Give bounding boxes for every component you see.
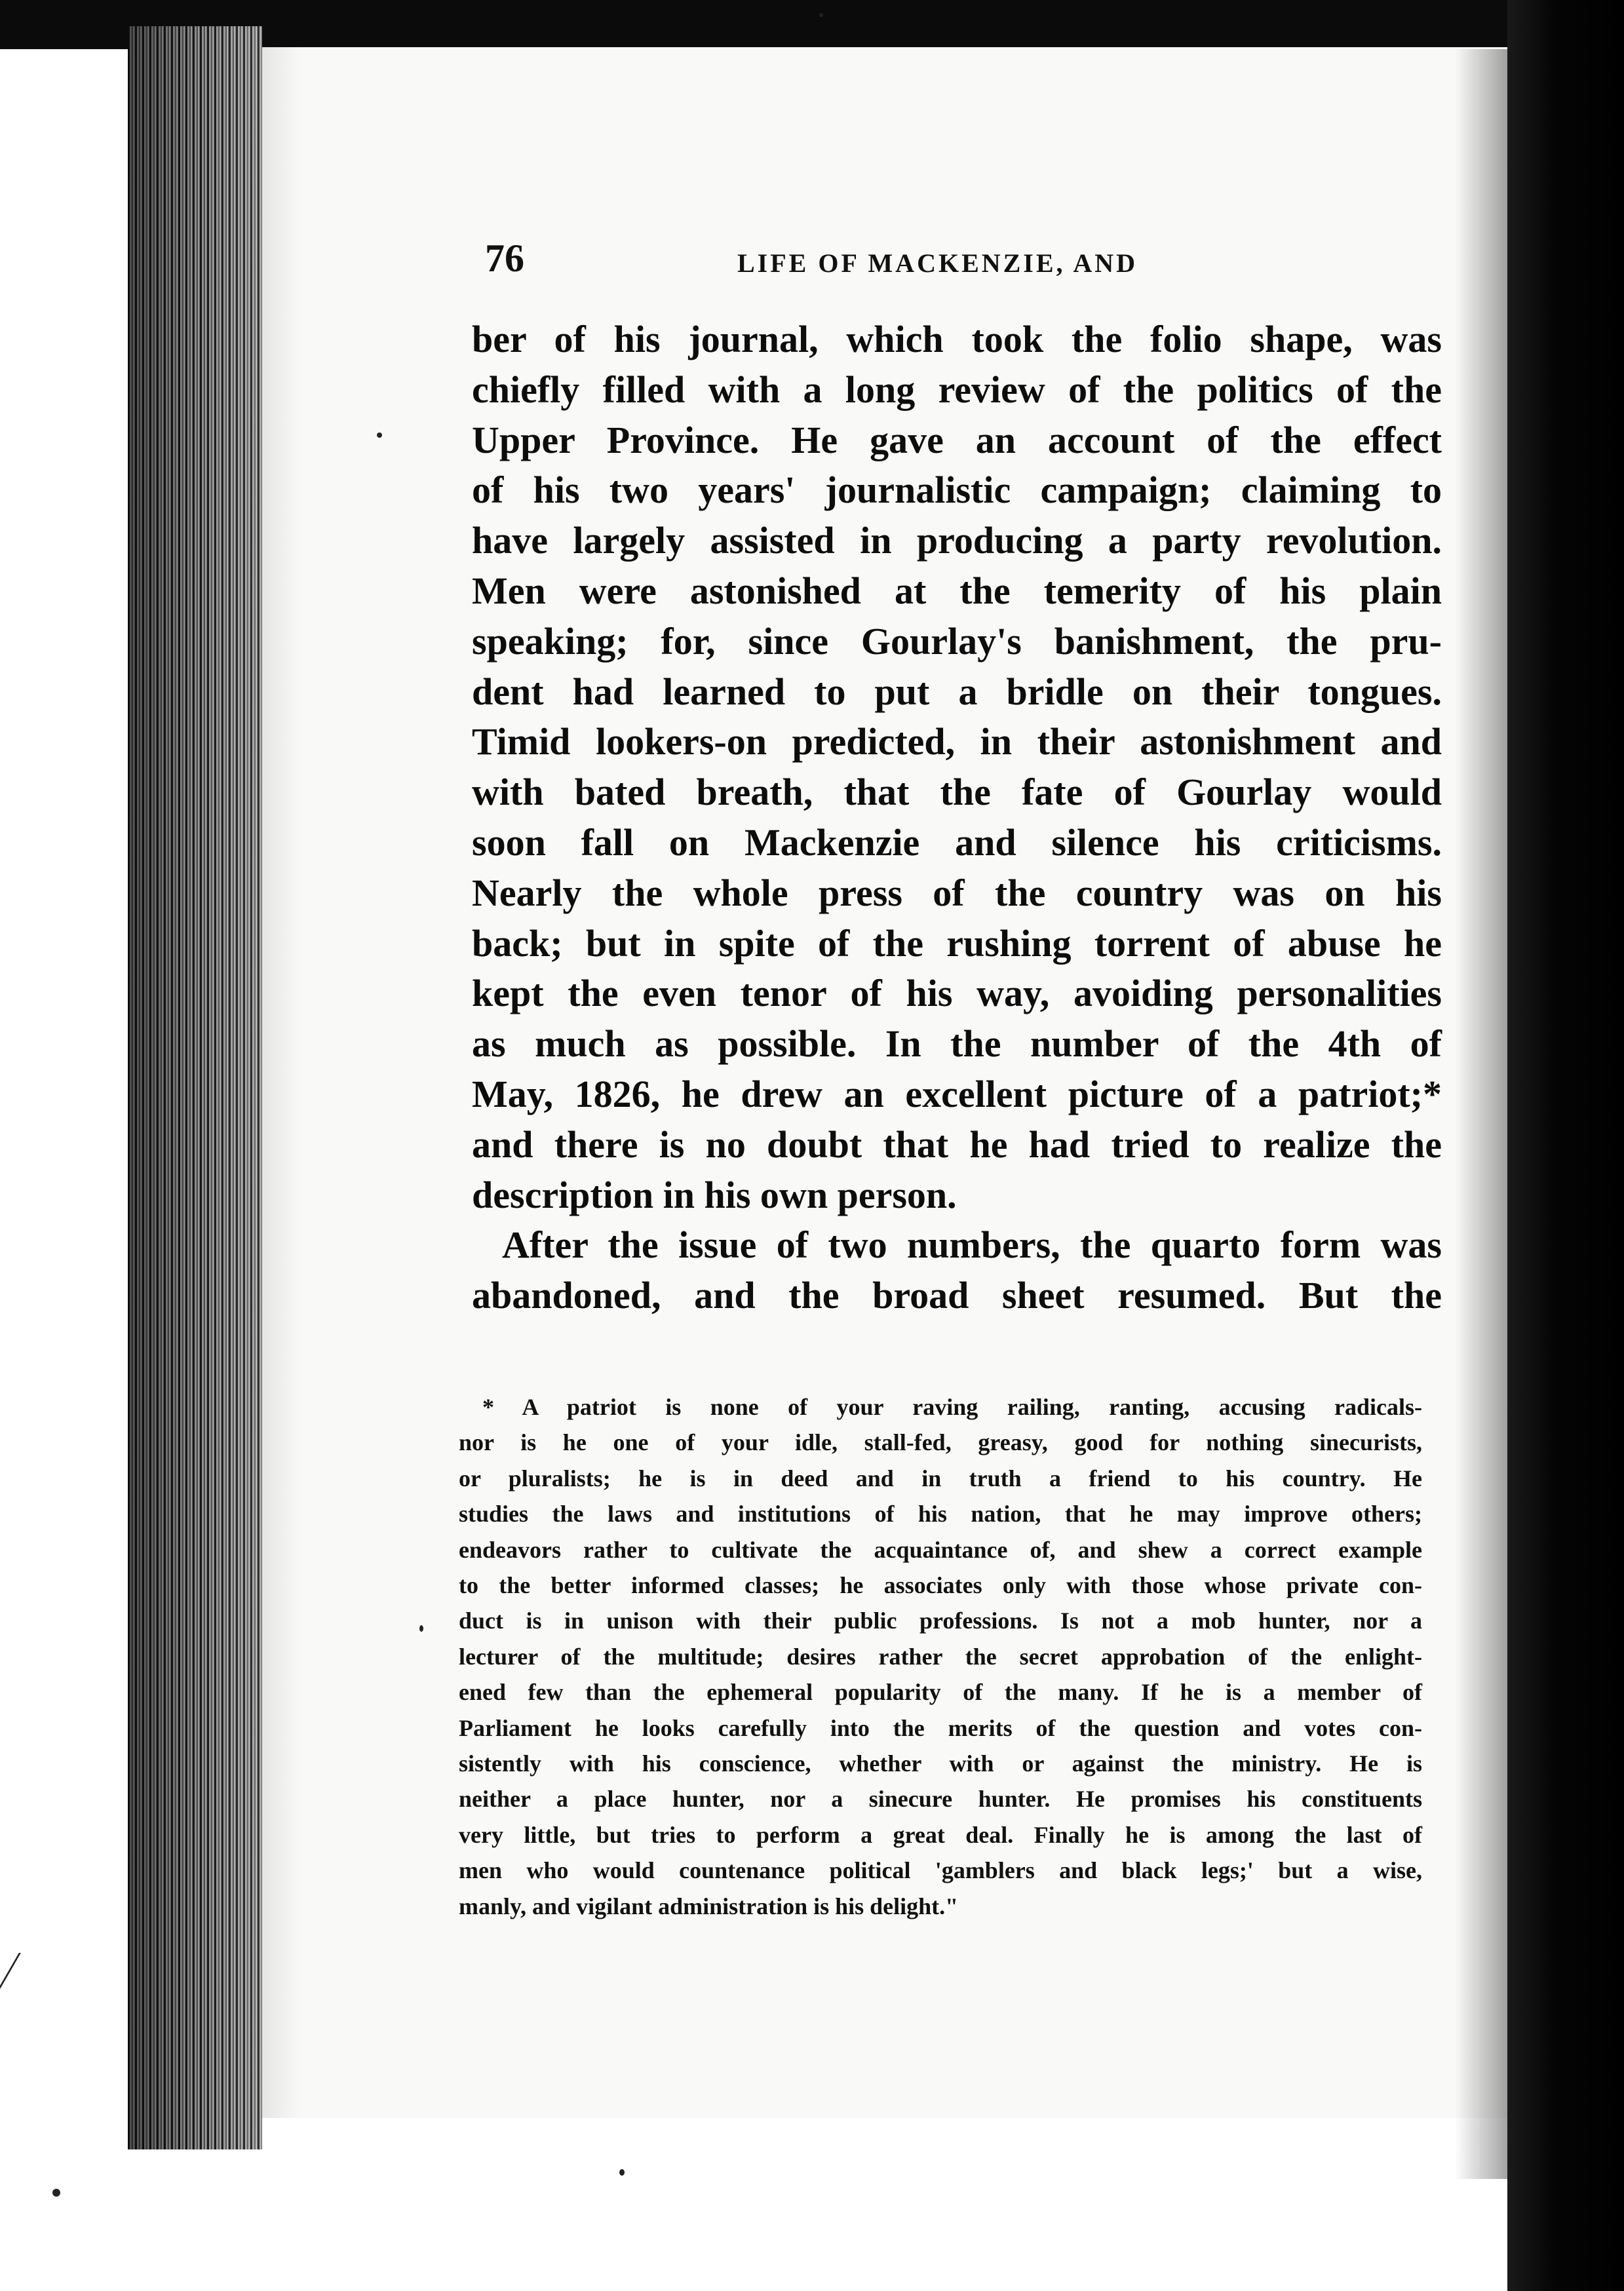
footnote-line: endeavors rather to cultivate the acquaintance of, and shew a correct example	[459, 1536, 1422, 1563]
footnote-line: men who would countenance political 'gamblers and black legs;' but a wise,	[459, 1857, 1422, 1884]
footnote-line: sistently with his conscience, whether with or against the ministry. He is	[459, 1750, 1422, 1777]
body-line: as much as possible. In the number of the 4th of	[472, 1022, 1442, 1066]
footnote-line: lecturer of the multitude; desires rather the secret approbation of the enlight-	[459, 1643, 1422, 1670]
scan-speck	[52, 2189, 60, 2197]
body-text	[472, 315, 1442, 1321]
body-line: Nearly the whole press of the country was on his	[472, 871, 1442, 914]
footnote-line: neither a place hunter, nor a sinecure hunter. He promises his constituents	[459, 1786, 1422, 1813]
body-line: soon fall on Mackenzie and silence his criticisms.	[472, 820, 1442, 864]
running-head: LIFE OF MACKENZIE, AND	[737, 248, 1138, 278]
footnote-line: manly, and vigilant administration is his delight."	[459, 1893, 959, 1919]
scan-speck	[819, 13, 823, 17]
body-line: May, 1826, he drew an excellent picture of a patriot;*	[472, 1072, 1442, 1115]
body-line: of his two years' journalistic campaign; claiming to	[472, 469, 1442, 512]
gutter-shadow	[262, 47, 301, 2118]
footnote	[459, 1389, 1422, 1924]
body-line: back; but in spite of the rushing torrent of abuse he	[472, 921, 1442, 965]
body-line: and there is no doubt that he had tried to realize the	[472, 1123, 1442, 1166]
footnote-line: nor is he one of your idle, stall-fed, greasy, good for nothing sinecurists,	[459, 1429, 1422, 1456]
footnote-line: duct is in unison with their public professions. Is not a mob hunter, nor a	[459, 1608, 1422, 1634]
body-line: kept the even tenor of his way, avoiding personalities	[472, 972, 1442, 1015]
footnote-line: Parliament he looks carefully into the merits of the question and votes con-	[459, 1714, 1422, 1741]
footnote-line: ened few than the ephemeral popularity of the many. If he is a member of	[459, 1679, 1422, 1706]
scan-scratch	[0, 1953, 60, 2018]
footnote-line: studies the laws and institutions of his nation, that he may improve others;	[459, 1501, 1422, 1528]
body-line: dent had learned to put a bridle on their tongues.	[472, 670, 1442, 713]
body-line: with bated breath, that the fate of Gourlay would	[472, 771, 1442, 814]
body-line: chiefly filled with a long review of the politics of the	[472, 368, 1442, 411]
body-line: Men were astonished at the temerity of his plain	[472, 569, 1442, 612]
page-edges-shadow	[128, 26, 262, 2149]
scan-speck	[619, 2169, 625, 2176]
footnote-line: to the better informed classes; he associates only with those whose private con-	[459, 1572, 1422, 1599]
footnote-line: or pluralists; he is in deed and in truth a friend to his country. He	[459, 1465, 1422, 1492]
scan-speck	[377, 433, 382, 438]
footnote-line: very little, but tries to perform a great deal. Finally he is among the last of	[459, 1821, 1422, 1848]
page-number: 76	[485, 237, 524, 280]
body-line: After the issue of two numbers, the quarto form was	[502, 1223, 1442, 1267]
page-header	[485, 236, 1416, 288]
scan-right-border	[1507, 0, 1624, 2291]
body-line: Timid lookers-on predicted, in their astonishment and	[472, 720, 1442, 763]
body-line: description in his own person.	[472, 1173, 957, 1216]
body-line: ber of his journal, which took the folio shape, was	[472, 318, 1442, 360]
scan-speck	[419, 1625, 423, 1632]
body-line: Upper Province. He gave an account of the effect	[472, 418, 1442, 461]
body-line: have largely assisted in producing a party revolution.	[472, 519, 1442, 562]
body-line: speaking; for, since Gourlay's banishment, the pru-	[472, 619, 1442, 663]
body-line: abandoned, and the broad sheet resumed. But the	[472, 1274, 1442, 1317]
footnote-line: * A patriot is none of your raving railing, ranting, accusing radicals-	[482, 1394, 1422, 1420]
